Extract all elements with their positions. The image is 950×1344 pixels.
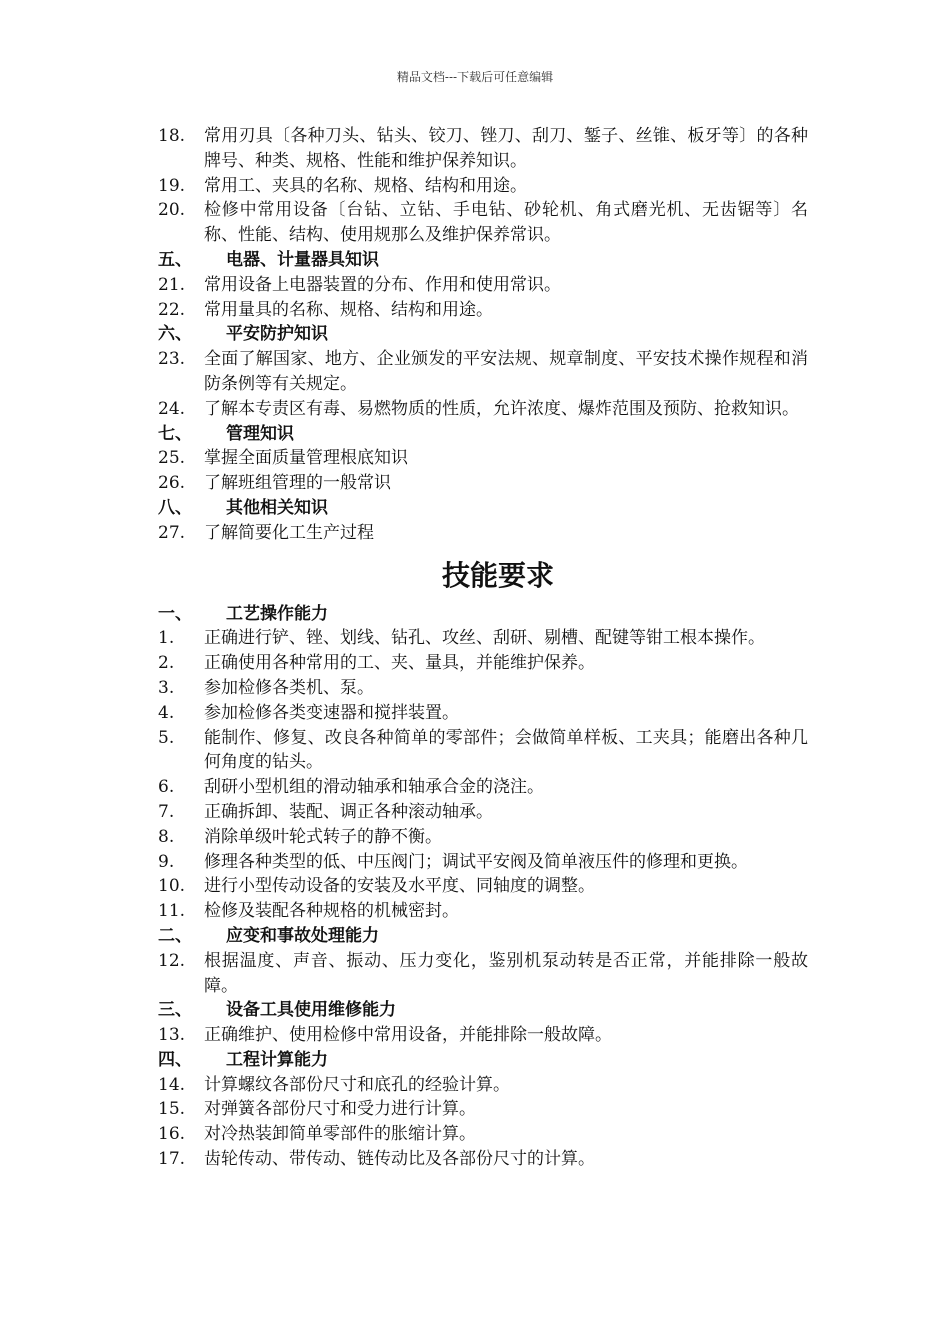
item-number: 5. (158, 727, 175, 748)
list-item (158, 198, 808, 248)
list-item (158, 273, 808, 298)
item-text: 正确维护、使用检修中常用设备，并能排除一般故障。 (204, 1025, 612, 1046)
list-item (158, 1097, 808, 1122)
list-item (158, 825, 808, 850)
item-number: 15. (158, 1099, 186, 1120)
item-text: 常用设备上电器装置的分布、作用和使用常识。 (204, 274, 561, 295)
section-number: 二、 (158, 925, 192, 946)
item-number: 3. (158, 677, 175, 698)
list-item (158, 726, 808, 776)
list-item (158, 949, 808, 999)
list-item (158, 347, 808, 397)
item-number: 24. (158, 398, 186, 419)
item-text: 进行小型传动设备的安装及水平度、同轴度的调整。 (204, 876, 595, 897)
item-text: 刮研小型机组的滑动轴承和轴承合金的浇注。 (204, 777, 544, 798)
list-item (158, 397, 808, 422)
list-item (158, 521, 808, 546)
section-title: 其他相关知识 (226, 497, 328, 518)
list-item (158, 850, 808, 875)
section-heading (158, 248, 808, 273)
section-number: 一、 (158, 603, 192, 624)
item-text: 全面了解国家、地方、企业颁发的平安法规、规章制度、平安技术操作规程和消防条例等有关规定。 (204, 349, 808, 394)
item-text: 正确进行铲、锉、划线、钻孔、攻丝、刮研、剔槽、配键等钳工根本操作。 (204, 628, 765, 649)
item-number: 6. (158, 777, 175, 798)
item-text: 常用量具的名称、规格、结构和用途。 (204, 299, 493, 320)
list-item (158, 1023, 808, 1048)
item-text: 参加检修各类机、泵。 (204, 677, 374, 698)
section-heading (158, 998, 808, 1023)
section-number: 五、 (158, 249, 192, 270)
item-text: 修理各种类型的低、中压阀门；调试平安阀及简单液压件的修理和更换。 (204, 851, 748, 872)
list-item (158, 701, 808, 726)
list-item (158, 174, 808, 199)
item-number: 19. (158, 175, 186, 196)
item-text: 对冷热装卸简单零部件的胀缩计算。 (204, 1124, 476, 1145)
list-item (158, 874, 808, 899)
section-title: 电器、计量器具知识 (226, 249, 379, 270)
list-item (158, 1073, 808, 1098)
item-text: 常用工、夹具的名称、规格、结构和用途。 (204, 175, 527, 196)
item-number: 17. (158, 1149, 186, 1170)
knowledge-list (158, 124, 808, 546)
item-text: 能制作、修复、改良各种简单的零部件；会做简单样板、工夹具；能磨出各种几何角度的钻头。 (204, 727, 808, 773)
section-number: 七、 (158, 423, 192, 444)
section-title: 应变和事故处理能力 (226, 925, 379, 946)
list-item (158, 800, 808, 825)
list-item (158, 1147, 808, 1172)
item-text: 正确使用各种常用的工、夹、量具，并能维护保养。 (204, 653, 595, 674)
list-item (158, 626, 808, 651)
item-number: 7. (158, 801, 175, 822)
section-number: 三、 (158, 1000, 192, 1021)
item-number: 11. (158, 901, 186, 922)
list-item (158, 298, 808, 323)
item-number: 9. (158, 851, 175, 872)
list-item (158, 471, 808, 496)
item-number: 22. (158, 299, 186, 320)
section-title: 设备工具使用维修能力 (226, 1000, 396, 1021)
list-item (158, 899, 808, 924)
section-title: 管理知识 (226, 423, 294, 444)
section-title: 平安防护知识 (226, 324, 328, 345)
item-number: 25. (158, 448, 186, 469)
list-item (158, 775, 808, 800)
item-text: 消除单级叶轮式转子的静不衡。 (204, 826, 442, 847)
item-number: 20. (158, 200, 186, 221)
item-number: 13. (158, 1025, 186, 1046)
item-number: 12. (158, 950, 186, 971)
list-item (158, 124, 808, 174)
item-number: 10. (158, 876, 186, 897)
skills-title: 技能要求 (441, 558, 554, 592)
item-text: 了解本专责区有毒、易燃物质的性质，允许浓度、爆炸范围及预防、抢救知识。 (204, 398, 799, 419)
item-number: 26. (158, 473, 186, 494)
item-text: 了解班组管理的一般常识 (204, 473, 391, 494)
item-text: 了解简要化工生产过程 (204, 522, 374, 543)
item-number: 1. (158, 628, 175, 649)
item-number: 23. (158, 349, 186, 370)
item-number: 16. (158, 1124, 186, 1145)
document-body (158, 124, 808, 1172)
item-number: 2. (158, 653, 175, 674)
item-number: 21. (158, 274, 186, 295)
section-heading (158, 496, 808, 521)
section-number: 四、 (158, 1049, 192, 1070)
list-item (158, 676, 808, 701)
section-heading (158, 322, 808, 347)
item-text: 参加检修各类变速器和搅拌装置。 (204, 702, 459, 723)
item-number: 18. (158, 126, 186, 146)
item-number: 14. (158, 1074, 186, 1095)
section-heading (158, 1048, 808, 1073)
item-text: 齿轮传动、带传动、链传动比及各部份尺寸的计算。 (204, 1149, 595, 1170)
item-text: 正确拆卸、装配、调正各种滚动轴承。 (204, 801, 493, 822)
item-text: 检修中常用设备〔台钻、立钻、手电钻、砂轮机、角式磨光机、无齿锯等〕名称、性能、结构、使用规那么及维护保养常识。 (204, 200, 808, 246)
item-text: 根据温度、声音、振动、压力变化，鉴别机泵动转是否正常，并能排除一般故障。 (204, 950, 808, 996)
item-text: 掌握全面质量管理根底知识 (204, 448, 408, 469)
item-number: 8. (158, 826, 175, 847)
section-number: 六、 (158, 324, 192, 345)
section-heading (158, 602, 808, 627)
page-header: 精品文档---下载后可任意编辑 (396, 70, 554, 84)
list-item (158, 446, 808, 471)
list-item (158, 1122, 808, 1147)
section-number: 八、 (158, 497, 192, 518)
item-text: 计算螺纹各部份尺寸和底孔的经验计算。 (204, 1074, 510, 1095)
item-text: 常用刃具〔各种刀头、钻头、铰刀、锉刀、刮刀、錾子、丝锥、板牙等〕的各种牌号、种类、规格、性能和维护保养知识。 (204, 126, 808, 171)
section-heading (158, 924, 808, 949)
item-number: 27. (158, 522, 186, 543)
item-number: 4. (158, 702, 175, 723)
item-text: 检修及装配各种规格的机械密封。 (204, 901, 459, 922)
list-item (158, 651, 808, 676)
item-text: 对弹簧各部份尺寸和受力进行计算。 (204, 1099, 476, 1120)
section-title: 工艺操作能力 (226, 603, 328, 624)
section-heading (158, 422, 808, 447)
skills-list (158, 602, 808, 1172)
section-title: 工程计算能力 (226, 1049, 328, 1070)
